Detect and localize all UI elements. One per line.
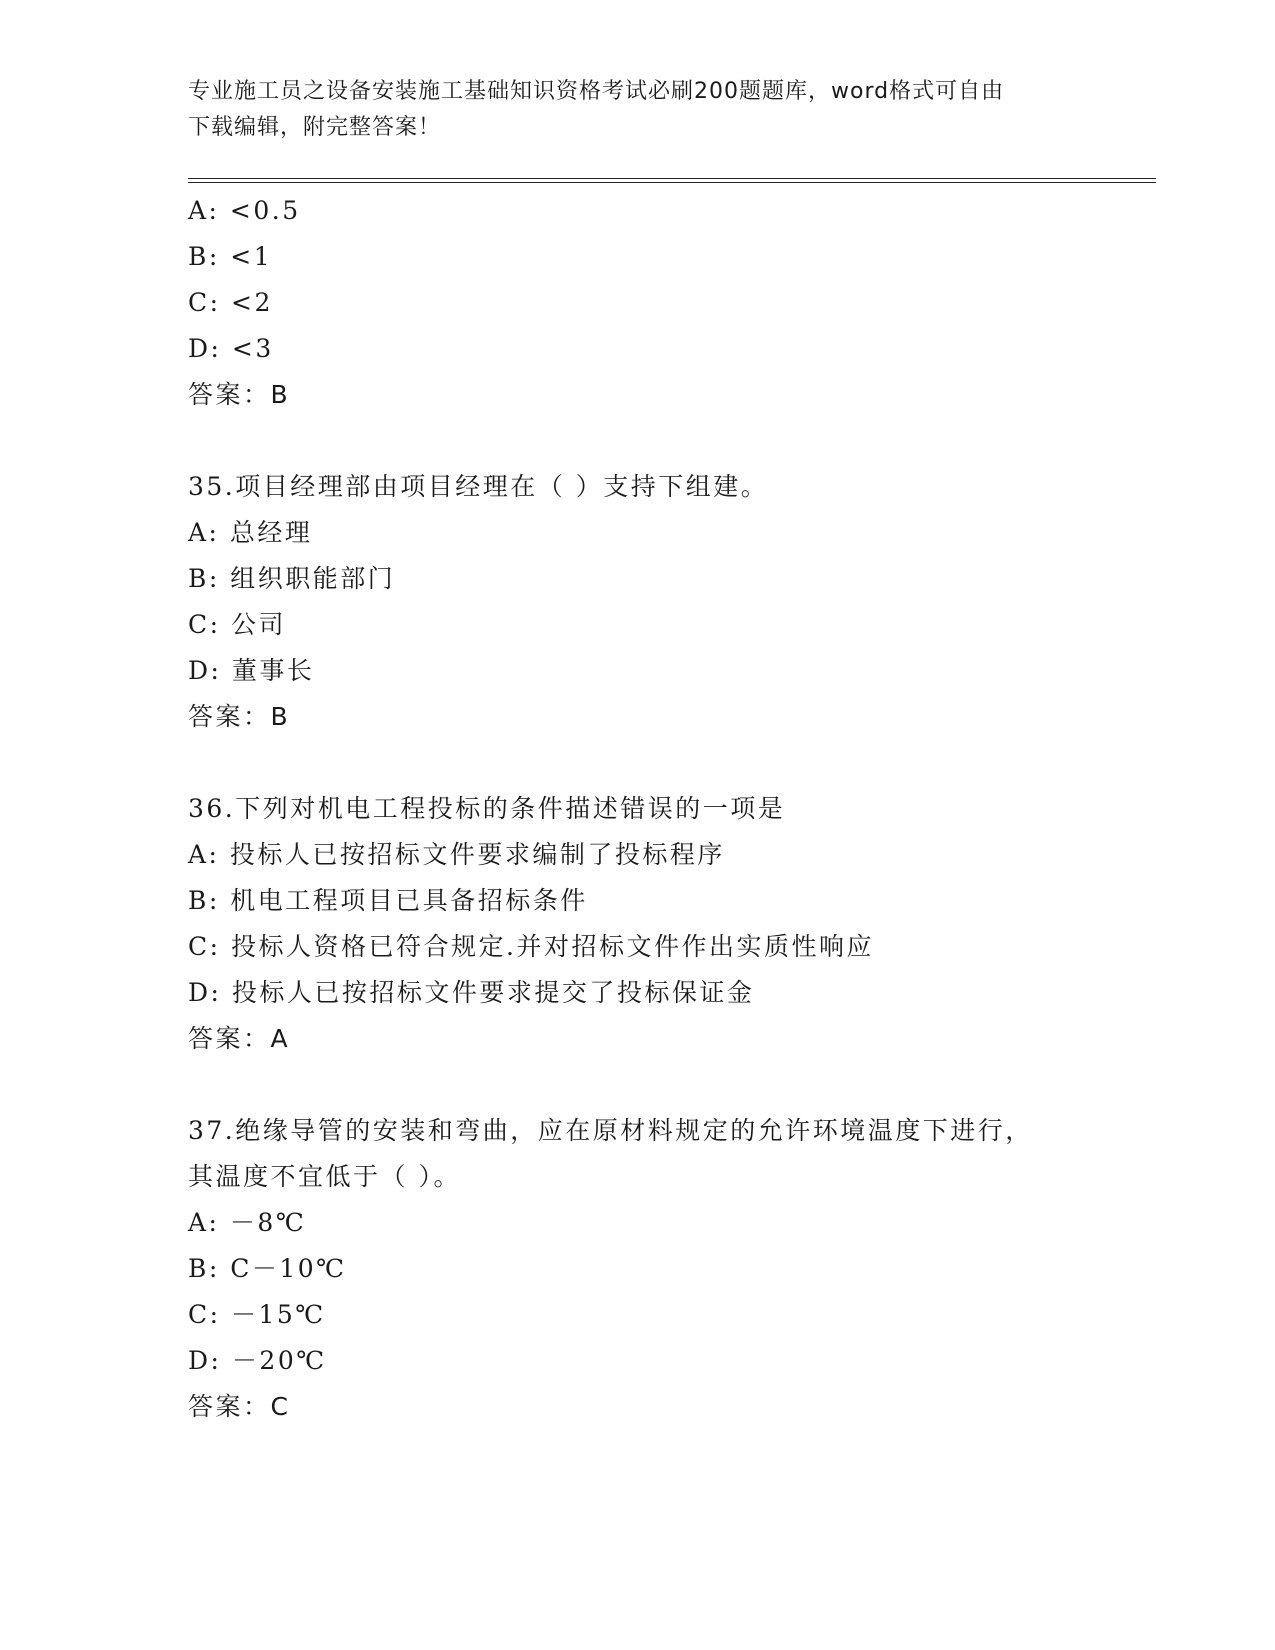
- option-b: B: C－10℃: [188, 1254, 347, 1283]
- option-c: C: －15℃: [188, 1300, 326, 1329]
- option-a: A: 总经理: [188, 518, 313, 547]
- question-35: [188, 464, 1088, 740]
- document-header: [188, 74, 1088, 146]
- option-d: D: 投标人已按招标文件要求提交了投标保证金: [188, 978, 755, 1007]
- option-d: D: －20℃: [188, 1346, 327, 1375]
- answer: 答案：B: [188, 702, 291, 731]
- header-line-2: 下载编辑，附完整答案！: [188, 115, 442, 140]
- question-37: [188, 1108, 1088, 1430]
- question-36: [188, 786, 1088, 1062]
- answer: 答案：A: [188, 1024, 291, 1053]
- header-divider: [188, 178, 1156, 183]
- question-title: 36.下列对机电工程投标的条件描述错误的一项是: [188, 794, 786, 823]
- question-34: [188, 188, 1088, 418]
- option-c: C: 公司: [188, 610, 286, 639]
- question-title: 35.项目经理部由项目经理在（ ）支持下组建。: [188, 472, 769, 501]
- header-line-1: 专业施工员之设备安装施工基础知识资格考试必刷200题题库，word格式可自由: [188, 79, 1005, 104]
- option-b: B: 组织职能部门: [188, 564, 396, 593]
- option-a: A: 投标人已按招标文件要求编制了投标程序: [188, 840, 725, 869]
- question-list: [188, 188, 1088, 1430]
- option-a: A: <0.5: [188, 196, 301, 225]
- option-d: D: 董事长: [188, 656, 315, 685]
- option-b: B: <1: [188, 242, 273, 271]
- question-title-line-1: 37.绝缘导管的安装和弯曲，应在原材料规定的允许环境温度下进行，: [188, 1116, 1033, 1145]
- option-c: C: 投标人资格已符合规定.并对招标文件作出实质性响应: [188, 932, 874, 961]
- answer: 答案：B: [188, 380, 291, 409]
- question-title-line-2: 其温度不宜低于（ ）。: [188, 1162, 461, 1191]
- option-d: D: <3: [188, 334, 274, 363]
- option-c: C: <2: [188, 288, 273, 317]
- option-b: B: 机电工程项目已具备招标条件: [188, 886, 588, 915]
- option-a: A: －8℃: [188, 1208, 307, 1237]
- answer: 答案：C: [188, 1392, 291, 1421]
